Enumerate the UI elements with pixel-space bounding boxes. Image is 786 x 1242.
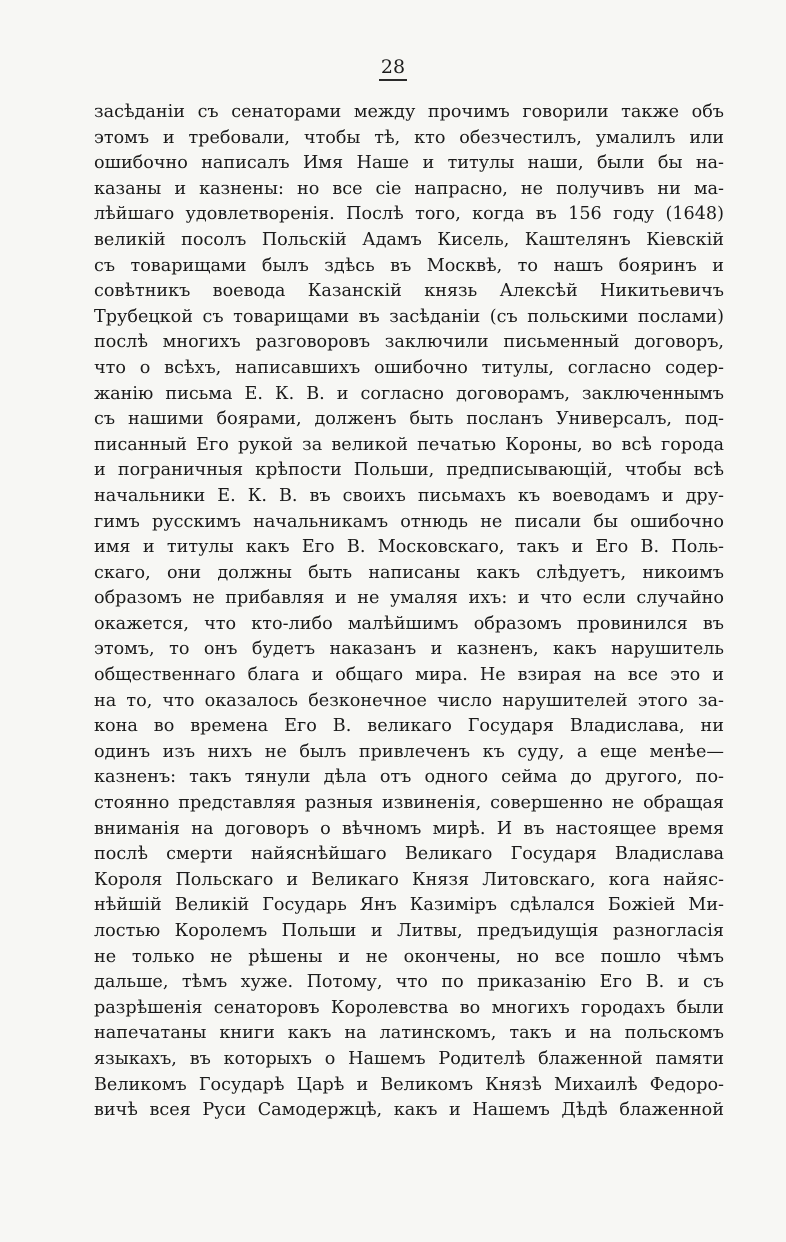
text-line: нѣйшій Великій Государь Янъ Казиміръ сдѣлался Божіей Ми-: [94, 895, 724, 916]
text-line: великій посолъ Польскій Адамъ Кисель, Каштелянъ Кіевскій: [94, 229, 724, 250]
text-line: писанный Его рукой за великой печатью Короны, во всѣ города: [94, 434, 724, 455]
text-line: напечатаны книги какъ на латинскомъ, такъ и на польскомъ: [94, 1023, 724, 1044]
text-line: лѣйшаго удовлетворенія. Послѣ того, когда въ 156 году (1648): [94, 204, 724, 225]
text-line: имя и титулы какъ Его В. Московскаго, такъ и Его В. Поль-: [94, 537, 724, 558]
text-line: дальше, тѣмъ хуже. Потому, что по приказанію Его В. и съ: [94, 972, 724, 993]
body-text: [94, 100, 724, 1124]
text-line: Трубецкой съ товарищами въ засѣданіи (съ польскими послами): [94, 306, 724, 327]
text-line: на то, что оказалось безконечное число нарушителей этого за-: [94, 690, 724, 711]
text-line: скаго, они должны быть написаны какъ слѣдуетъ, никоимъ: [94, 562, 724, 583]
text-line: и пограничныя крѣпости Польши, предписывающій, чтобы всѣ: [94, 460, 724, 481]
text-line: этомъ, то онъ будетъ наказанъ и казненъ, какъ нарушитель: [94, 639, 724, 660]
text-line: Короля Польскаго и Великаго Князя Литовскаго, кога найяс-: [94, 869, 724, 890]
text-line: ошибочно написалъ Имя Наше и титулы наши, были бы на-: [94, 153, 724, 174]
text-line: съ нашими боярами, долженъ быть посланъ Универсалъ, под-: [94, 409, 724, 430]
text-line: послѣ смерти найяснѣйшаго Великаго Государя Владислава: [94, 844, 724, 865]
text-line: образомъ не прибавляя и не умаляя ихъ: и что если случайно: [94, 588, 724, 609]
text-line: гимъ русскимъ начальникамъ отнюдь не писали бы ошибочно: [94, 511, 724, 532]
text-line: казненъ: такъ тянули дѣла отъ одного сейма до другого, по-: [94, 767, 724, 788]
text-line: казаны и казнены: но все сіе напрасно, не получивъ ни ма-: [94, 178, 724, 199]
text-line: послѣ многихъ разговоровъ заключили письменный договоръ,: [94, 332, 724, 353]
text-line: стоянно представляя разныя извиненія, совершенно не обращая: [94, 793, 724, 814]
text-line: общественнаго блага и общаго мира. Не взирая на все это и: [94, 665, 724, 686]
text-line: жанію письма Е. К. В. и согласно договорамъ, заключеннымъ: [94, 383, 724, 404]
text-line: вниманія на договоръ о вѣчномъ мирѣ. И въ настоящее время: [94, 818, 724, 839]
page-number: [0, 56, 786, 78]
text-line: вичѣ всея Руси Самодержцѣ, какъ и Нашемъ Дѣдѣ блаженной: [94, 1100, 724, 1121]
text-line: засѣданіи съ сенаторами между прочимъ говорили также объ: [94, 102, 724, 122]
text-line: кона во времена Его В. великаго Государя Владислава, ни: [94, 716, 724, 737]
text-line: съ товарищами былъ здѣсь въ Москвѣ, то нашъ бояринъ и: [94, 255, 724, 276]
text-line: окажется, что кто-либо малѣйшимъ образомъ провинился въ: [94, 613, 724, 634]
text-line: не только не рѣшены и не окончены, но все пошло чѣмъ: [94, 946, 724, 967]
text-line: разрѣшенія сенаторовъ Королевства во многихъ городахъ были: [94, 997, 724, 1018]
text-line: этомъ и требовали, чтобы тѣ, кто обезчестилъ, умалилъ или: [94, 127, 724, 148]
page-number-text: 28: [379, 56, 407, 81]
text-line: Великомъ Государѣ Царѣ и Великомъ Князѣ Михаилѣ Федоро-: [94, 1074, 724, 1095]
text-line: лостью Королемъ Польши и Литвы, предъидущія разногласія: [94, 921, 724, 941]
text-line: совѣтникъ воевода Казанскій князь Алексѣй Никитьевичъ: [94, 281, 724, 302]
text-line: языкахъ, въ которыхъ о Нашемъ Родителѣ блаженной памяти: [94, 1048, 724, 1069]
text-line: одинъ изъ нихъ не былъ привлеченъ къ суду, а еще менѣе—: [94, 741, 724, 762]
text-line: что о всѣхъ, написавшихъ ошибочно титулы, согласно содер-: [94, 357, 724, 378]
text-line: начальники Е. К. В. въ своихъ письмахъ къ воеводамъ и дру-: [94, 485, 724, 506]
